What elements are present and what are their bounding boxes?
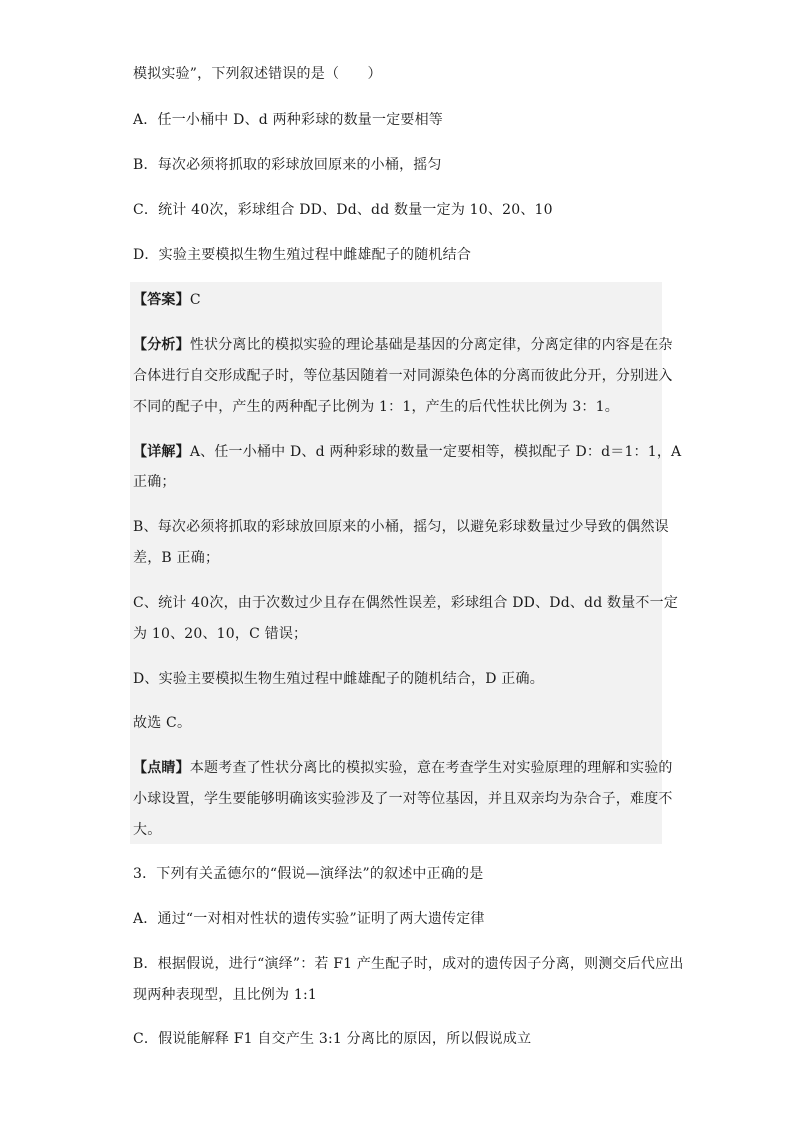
question3-stem: 3．下列有关孟德尔的“假说—演绎法”的叙述中正确的是 bbox=[133, 866, 484, 882]
analysis-line-1: 【分析】性状分离比的模拟实验的理论基础是基因的分离定律，分离定律的内容是在杂 bbox=[133, 337, 673, 353]
detail-line-7: D、实验主要模拟生物生殖过程中雌雄配子的随机结合，D 正确。 bbox=[133, 671, 544, 687]
detail-line-2: 正确； bbox=[133, 474, 176, 490]
analysis-line-2: 合体进行自交形成配子时，等位基因随着一对同源染色体的分离而彼此分开，分别进入 bbox=[133, 368, 673, 384]
detail-label: 【详解】 bbox=[133, 444, 190, 460]
detail-line-1: 【详解】A、任一小桶中 D、d 两种彩球的数量一定要相等，模拟配子 D：d＝1：1，A bbox=[133, 444, 682, 460]
option-b: B．每次必须将抓取的彩球放回原来的小桶，摇匀 bbox=[133, 157, 442, 173]
question3-option-b-line2: 现两种表现型，且比例为 1:1 bbox=[133, 987, 317, 1003]
question3-option-b-line1: B．根据假说，进行“演绎”：若 F1 产生配子时，成对的遗传因子分离，则测交后代应出 bbox=[133, 956, 684, 972]
detail-line-6: 为 10、20、10，C 错误； bbox=[133, 626, 308, 642]
question3-option-c: C．假说能解释 F1 自交产生 3:1 分离比的原因，所以假说成立 bbox=[133, 1031, 532, 1047]
comment-line-1: 【点睛】本题考查了性状分离比的模拟实验，意在考查学生对实验原理的理解和实验的 bbox=[133, 760, 673, 776]
detail-line-5: C、统计 40次，由于次数过少且存在偶然性误差，彩球组合 DD、Dd、dd 数量不一定 bbox=[133, 595, 679, 611]
comment-line-2: 小球设置，学生要能够明确该实验涉及了一对等位基因，并且双亲均为杂合子，难度不 bbox=[133, 791, 673, 807]
comment-label: 【点睛】 bbox=[133, 760, 190, 776]
analysis-line-3: 不同的配子中，产生的两种配子比例为 1：1，产生的后代性状比例为 3：1。 bbox=[133, 399, 619, 415]
question-tail: 模拟实验”，下列叙述错误的是（ ） bbox=[133, 66, 382, 82]
detail-line-4: 差，B 正确； bbox=[133, 550, 220, 566]
question3-option-a: A．通过“一对相对性状的遗传实验”证明了两大遗传定律 bbox=[133, 911, 485, 927]
answer-label: 【答案】 bbox=[133, 292, 190, 308]
detail-line-8: 故选 C。 bbox=[133, 715, 192, 731]
detail-line-3: B、每次必须将抓取的彩球放回原来的小桶，摇匀，以避免彩球数量过少导致的偶然误 bbox=[133, 519, 669, 535]
answer-line bbox=[133, 290, 201, 310]
option-a: A．任一小桶中 D、d 两种彩球的数量一定要相等 bbox=[133, 112, 443, 128]
answer-value: C bbox=[189, 292, 201, 308]
analysis-label: 【分析】 bbox=[133, 337, 190, 353]
option-d: D．实验主要模拟生物生殖过程中雌雄配子的随机结合 bbox=[133, 247, 472, 263]
option-c: C．统计 40次，彩球组合 DD、Dd、dd 数量一定为 10、20、10 bbox=[133, 202, 553, 218]
comment-line-3: 大。 bbox=[133, 822, 162, 838]
